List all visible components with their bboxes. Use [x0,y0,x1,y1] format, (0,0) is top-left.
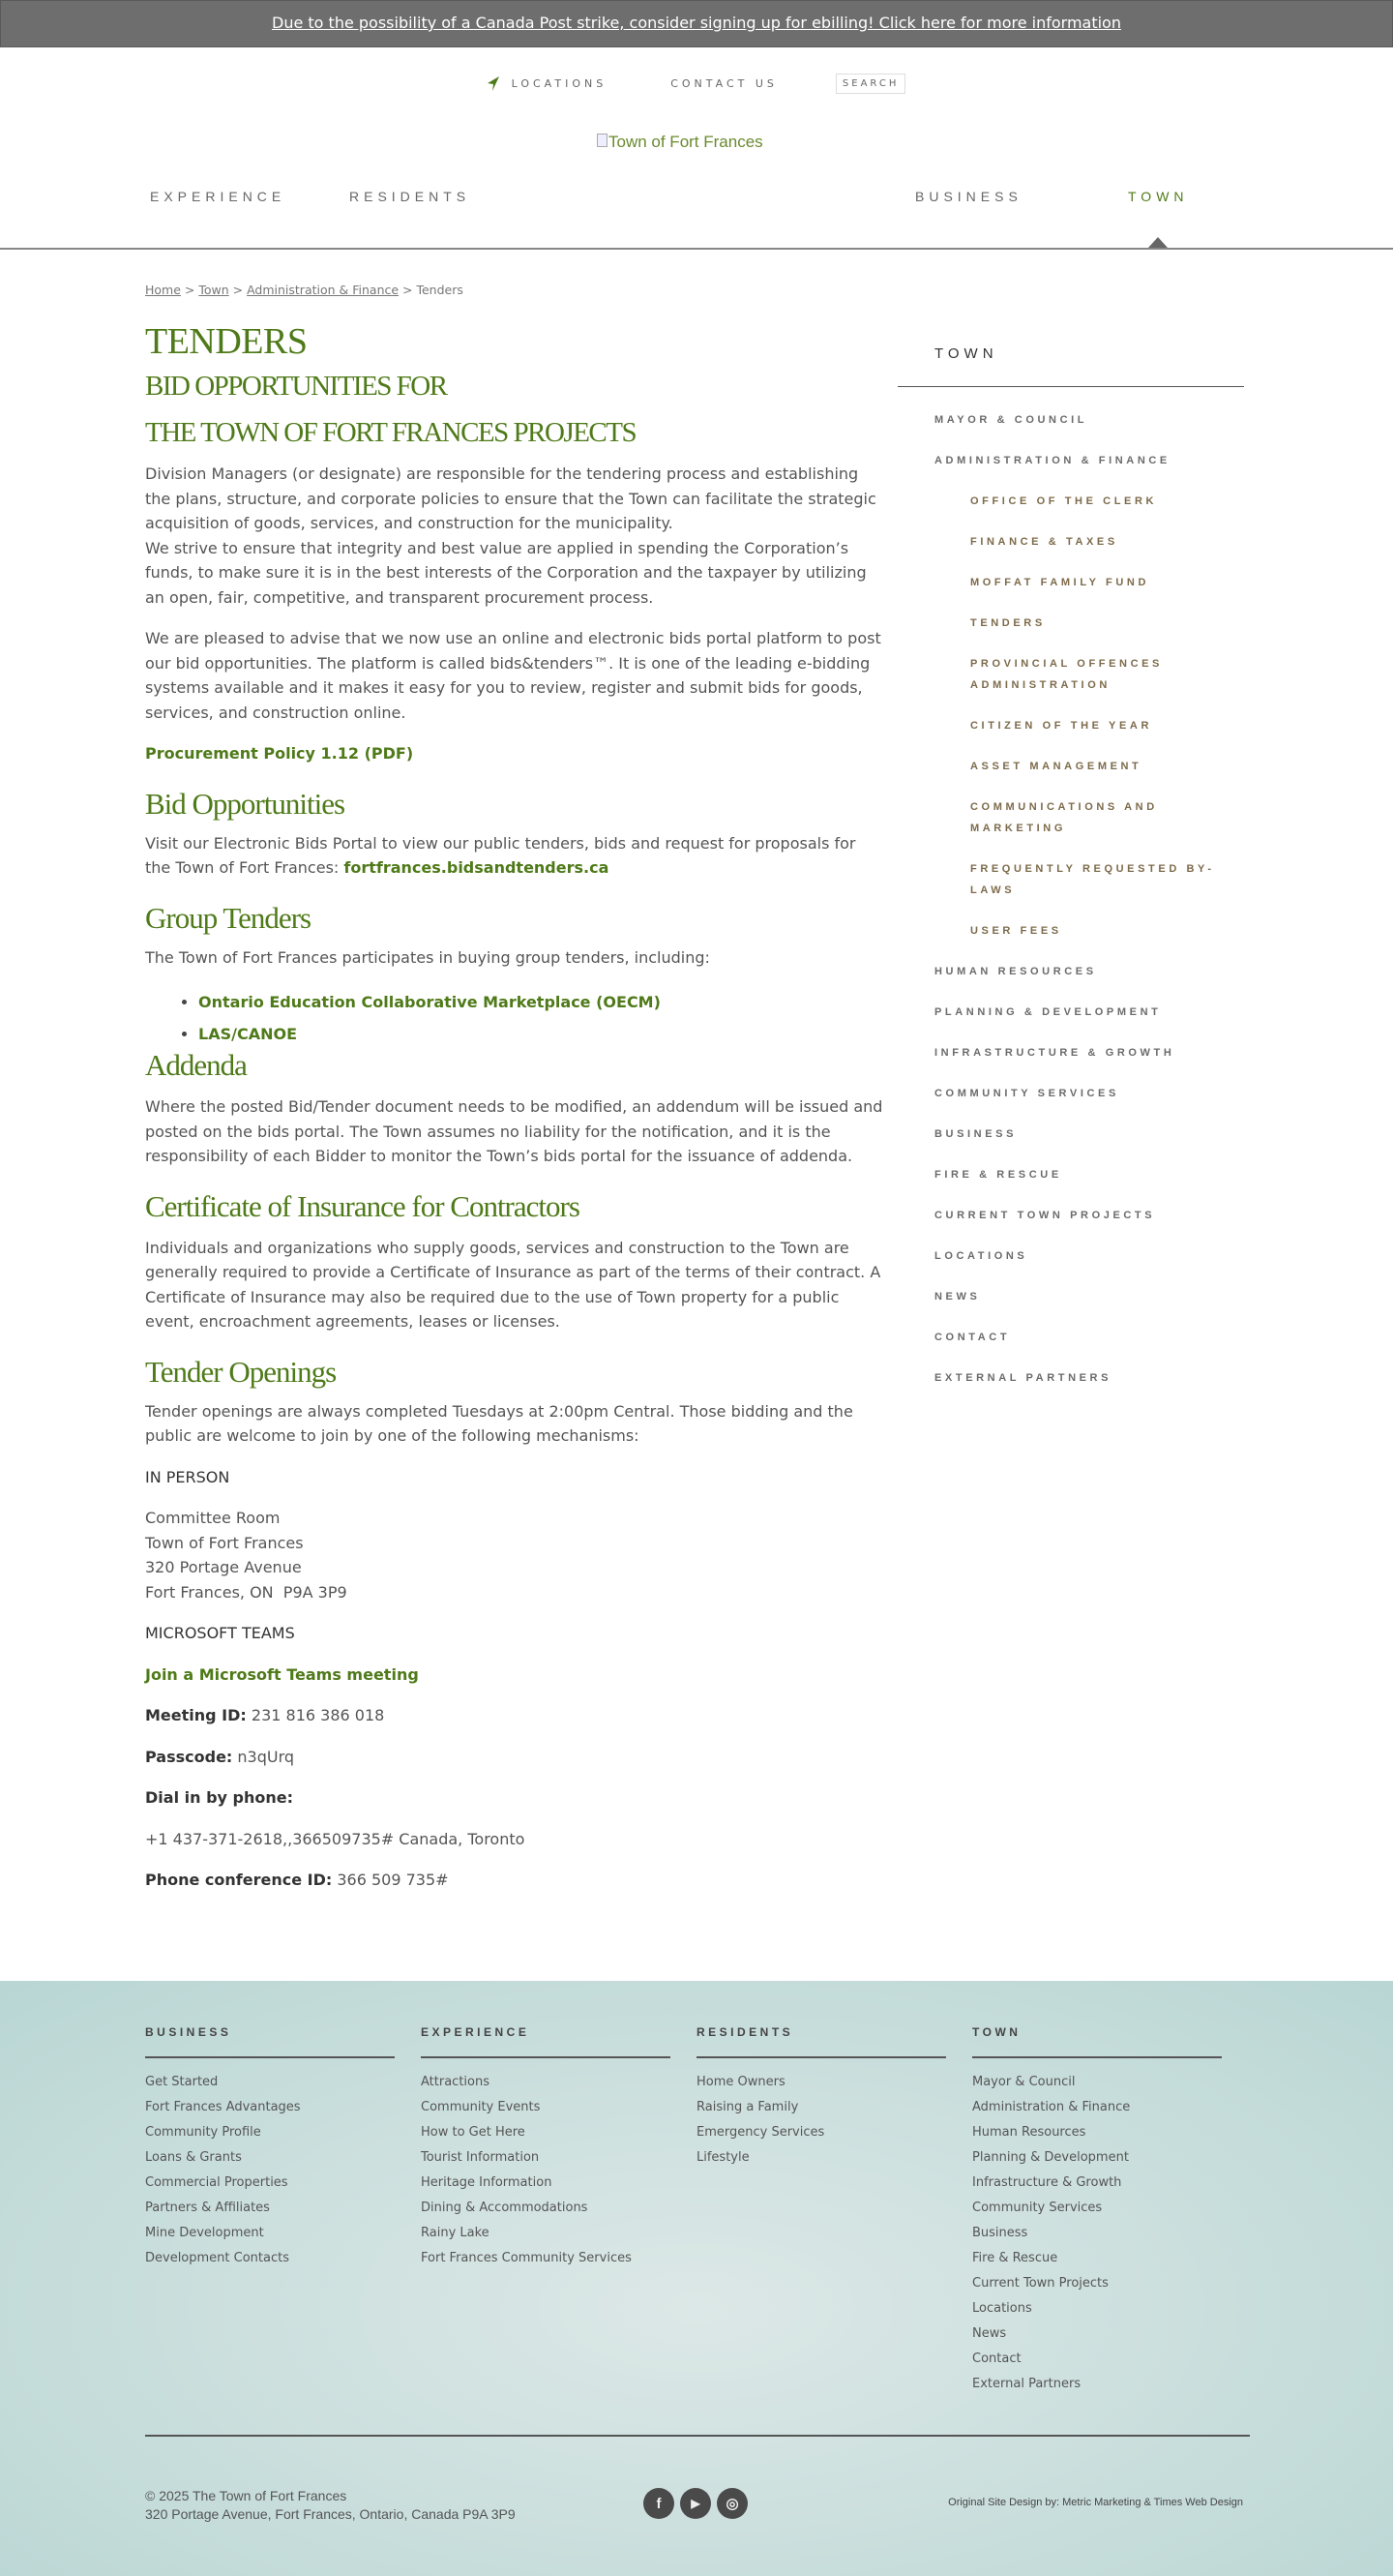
meeting-id-value: 231 816 386 018 [246,1706,385,1724]
address-line: Committee Room [145,1509,281,1527]
sidebar-item[interactable]: CURRENT TOWN PROJECTS [934,1210,1156,1221]
contact-us-link[interactable]: CONTACT US [670,77,778,90]
footer-link[interactable]: Loans & Grants [145,2150,242,2165]
copyright-text: © 2025 The Town of Fort Frances [145,2488,347,2503]
sidebar-item[interactable]: EXTERNAL PARTNERS [934,1372,1112,1384]
sidebar-item[interactable]: FIRE & RESCUE [934,1169,1062,1181]
design-credit[interactable]: Original Site Design by: Metric Marketing & Times Web Design [948,2497,1243,2508]
dial-label: Dial in by phone: [145,1788,293,1807]
passcode-label: Passcode: [145,1747,233,1766]
footer-link[interactable]: Planning & Development [972,2150,1129,2165]
footer-link[interactable]: Emergency Services [696,2125,825,2140]
footer-address: 320 Portage Avenue, Fort Frances, Ontario, Canada P9A 3P9 [145,2506,516,2522]
sidebar-item[interactable]: BUSINESS [934,1128,1018,1140]
group-text: The Town of Fort Frances participates in buying group tenders, including: [145,947,710,967]
footer-column [972,2025,1222,2397]
footer-link[interactable]: Raising a Family [696,2100,799,2114]
footer-link[interactable]: Attractions [421,2075,489,2089]
address-line: Town of Fort Frances [145,1533,304,1552]
address-block [145,1506,885,1604]
intro-text-1: Division Managers (or designate) are responsible for the tendering process and establishing the plans, structure, and corporate policies to ensure that the Town can facilitate the strategic acquisition of goods, services, and construction for the municipality. [145,464,876,532]
sidebar-item[interactable]: CITIZEN OF THE YEAR [970,720,1152,732]
footer-link[interactable]: Current Town Projects [972,2276,1109,2291]
bids-portal-link[interactable]: fortfrances.bidsandtenders.ca [343,858,609,877]
breadcrumb-town[interactable]: Town [198,283,229,297]
las-canoe-link[interactable]: LAS/CANOE [198,1025,297,1043]
footer-link[interactable]: Community Services [972,2201,1103,2215]
sidebar-item[interactable]: HUMAN RESOURCES [934,966,1097,977]
footer-link[interactable]: Locations [972,2301,1032,2316]
sidebar-item[interactable]: TENDERS [970,617,1046,629]
alert-banner [0,0,1393,47]
sidebar-item[interactable]: PROVINCIAL OFFENCES ADMINISTRATION [970,658,1163,691]
certificate-heading: Certificate of Insurance for Contractors [145,1188,579,1223]
group-tenders-list [198,986,885,1050]
sidebar-item[interactable]: CONTACT [934,1332,1011,1343]
oecm-link[interactable]: Ontario Education Collaborative Marketplace (OECM) [198,993,661,1011]
footer-link[interactable]: External Partners [972,2377,1082,2391]
footer-column-heading: BUSINESS [145,2025,395,2058]
breadcrumb-separator: > [180,283,199,297]
footer [0,1981,1393,2576]
certificate-text: Individuals and organizations who supply goods, services and construction to the Town are generally required to provide a Certificate of Insurance as part of the terms of their contract. A Certificate of Insurance may also be required due to the use of Town property for a public event, encroachment agreements, leases or licenses. [145,1238,881,1331]
intro-text-2: We strive to ensure that integrity and best value are applied in spending the Corporation’s funds, to make sure it is in the best interests of the Corporation and the taxpayer by utilizing an open, fair, competitive, and transparent procurement process. [145,538,867,607]
site-logo[interactable]: Town of Fort Frances [597,133,763,152]
footer-link[interactable]: Heritage Information [421,2175,552,2190]
footer-link[interactable]: Lifestyle [696,2150,750,2165]
footer-link[interactable]: Community Events [421,2100,541,2114]
footer-link[interactable]: Mine Development [145,2226,264,2240]
footer-column [145,2025,395,2271]
breadcrumb-home[interactable]: Home [145,283,181,297]
meeting-id [145,1703,885,1728]
meeting-id-label: Meeting ID: [145,1706,247,1724]
footer-link[interactable]: Human Resources [972,2125,1086,2140]
address-line: Fort Frances, ON P9A 3P9 [145,1582,347,1602]
nav-divider [0,248,1393,250]
search-button[interactable]: SEARCH [836,74,905,94]
sidebar-item[interactable]: OFFICE OF THE CLERK [970,495,1158,507]
openings-text: Tender openings are always completed Tuesdays at 2:00pm Central. Those bidding and the public are welcome to join by one of the following mechanisms: [145,1401,853,1445]
footer-link[interactable]: Fort Frances Community Services [421,2251,632,2265]
procurement-policy-link[interactable]: Procurement Policy 1.12 (PDF) [145,744,414,763]
bid-opportunities-heading: Bid Opportunities [145,786,345,821]
footer-column-heading: RESIDENTS [696,2025,946,2058]
conference-id-label: Phone conference ID: [145,1871,333,1889]
footer-divider [145,2435,1250,2437]
social-links [643,2488,748,2519]
footer-column-heading: TOWN [972,2025,1222,2058]
location-arrow-icon [488,76,500,91]
footer-link[interactable]: Commercial Properties [145,2175,288,2190]
dial-number: +1 437-371-2618,,366509735# Canada, Toronto [145,1829,525,1848]
footer-link[interactable]: Community Profile [145,2125,261,2140]
group-tenders-heading: Group Tenders [145,900,311,935]
conference-id [145,1868,885,1893]
breadcrumb-admin[interactable]: Administration & Finance [247,283,400,297]
footer-link[interactable]: Rainy Lake [421,2226,489,2240]
list-item[interactable] [198,986,885,1018]
instagram-icon[interactable]: ◎ [717,2488,748,2519]
footer-link[interactable]: Mayor & Council [972,2075,1076,2089]
sidebar-item[interactable]: COMMUNITY SERVICES [934,1088,1119,1099]
section-sidebar [898,345,1244,1389]
address-line: 320 Portage Avenue [145,1558,302,1576]
sidebar-item[interactable]: USER FEES [970,925,1062,937]
alert-banner-link[interactable]: Due to the possibility of a Canada Post strike, consider signing up for ebilling! Click here for more information [272,14,1121,32]
footer-link[interactable]: Business [972,2226,1028,2240]
nav-residents[interactable]: RESIDENTS [349,189,471,204]
main-content [145,283,885,1909]
footer-link[interactable]: News [972,2326,1007,2341]
addenda-heading: Addenda [145,1048,247,1082]
nav-experience[interactable]: EXPERIENCE [150,189,286,204]
footer-link[interactable]: Fort Frances Advantages [145,2100,301,2114]
footer-link[interactable]: Tourist Information [421,2150,540,2165]
locations-label: LOCATIONS [511,77,608,90]
teams-meeting-link[interactable]: Join a Microsoft Teams meeting [145,1664,419,1684]
addenda-text: Where the posted Bid/Tender document needs to be modified, an addendum will be issued and posted on the bids portal. The Town assumes no liability for the notification, and it is the responsibility of each Bidder to monitor the Town’s bids portal for the issuance of addenda. [145,1097,883,1165]
tender-openings-heading: Tender Openings [145,1354,337,1389]
footer-link[interactable]: Fire & Rescue [972,2251,1058,2265]
bid-paragraph [145,831,885,881]
footer-link[interactable]: Get Started [145,2075,219,2089]
sidebar-item[interactable]: FINANCE & TAXES [970,536,1118,548]
sidebar-heading: TOWN [898,345,1244,387]
sidebar-item[interactable]: ASSET MANAGEMENT [970,761,1142,772]
sidebar-item[interactable]: ADMINISTRATION & FINANCE [934,455,1171,466]
passcode-value: n3qUrq [232,1747,295,1766]
passcode [145,1745,885,1770]
sidebar-item[interactable]: MAYOR & COUNCIL [934,414,1088,426]
sidebar-item[interactable]: NEWS [934,1291,981,1303]
dial-in-label [145,1785,885,1811]
youtube-icon[interactable]: ▶ [680,2488,711,2519]
footer-column-heading: EXPERIENCE [421,2025,670,2058]
sidebar-item[interactable]: LOCATIONS [934,1250,1028,1262]
footer-link[interactable]: Infrastructure & Growth [972,2175,1122,2190]
portal-paragraph: We are pleased to advise that we now use an online and electronic bids portal platform to post our bid opportunities. The platform is called bids&tenders™. It is one of the leading e-bidding systems available and it makes it easy for you to review, register and submit bids for goods, services, and construction online. [145,629,881,722]
breadcrumb-separator: > [399,283,417,297]
intro-paragraph [145,462,885,610]
nav-business[interactable]: BUSINESS [915,189,1023,204]
footer-link[interactable]: Development Contacts [145,2251,289,2265]
sidebar-item[interactable]: INFRASTRUCTURE & GROWTH [934,1047,1175,1059]
bid-text: Visit our Electronic Bids Portal to view our public tenders, bids and request for proposals for the Town of Fort Frances: [145,833,856,877]
sidebar-item[interactable]: PLANNING & DEVELOPMENT [934,1006,1162,1018]
sidebar-item[interactable]: FREQUENTLY REQUESTED BY-LAWS [970,863,1215,896]
facebook-icon[interactable]: f [643,2488,674,2519]
nav-town[interactable]: TOWN [1128,189,1189,204]
footer-link[interactable]: Home Owners [696,2075,785,2089]
footer-link[interactable]: Dining & Accommodations [421,2201,588,2215]
sidebar-menu [898,409,1244,1389]
locations-link[interactable] [488,76,608,91]
footer-column [696,2025,946,2171]
active-nav-indicator [1148,237,1168,248]
sidebar-item[interactable]: MOFFAT FAMILY FUND [970,577,1149,588]
sidebar-item[interactable]: COMMUNICATIONS AND MARKETING [970,801,1158,834]
page-subtitle-2: THE TOWN OF FORT FRANCES PROJECTS [145,417,637,448]
footer-link[interactable]: Administration & Finance [972,2100,1131,2114]
page-subtitle-1: BID OPPORTUNITIES FOR [145,371,447,402]
page-title: TENDERS [145,321,308,362]
in-person-label: IN PERSON [145,1467,230,1486]
conference-id-value: 366 509 735# [332,1871,449,1889]
footer-column [421,2025,670,2271]
utility-nav [0,74,1393,94]
footer-copyright [145,2487,516,2524]
footer-link[interactable]: How to Get Here [421,2125,525,2140]
breadcrumb-separator: > [228,283,248,297]
breadcrumb-current: Tenders [416,283,463,297]
footer-link[interactable]: Contact [972,2351,1022,2366]
breadcrumb [145,283,885,297]
teams-label: MICROSOFT TEAMS [145,1624,295,1642]
footer-link[interactable]: Partners & Affiliates [145,2201,270,2215]
